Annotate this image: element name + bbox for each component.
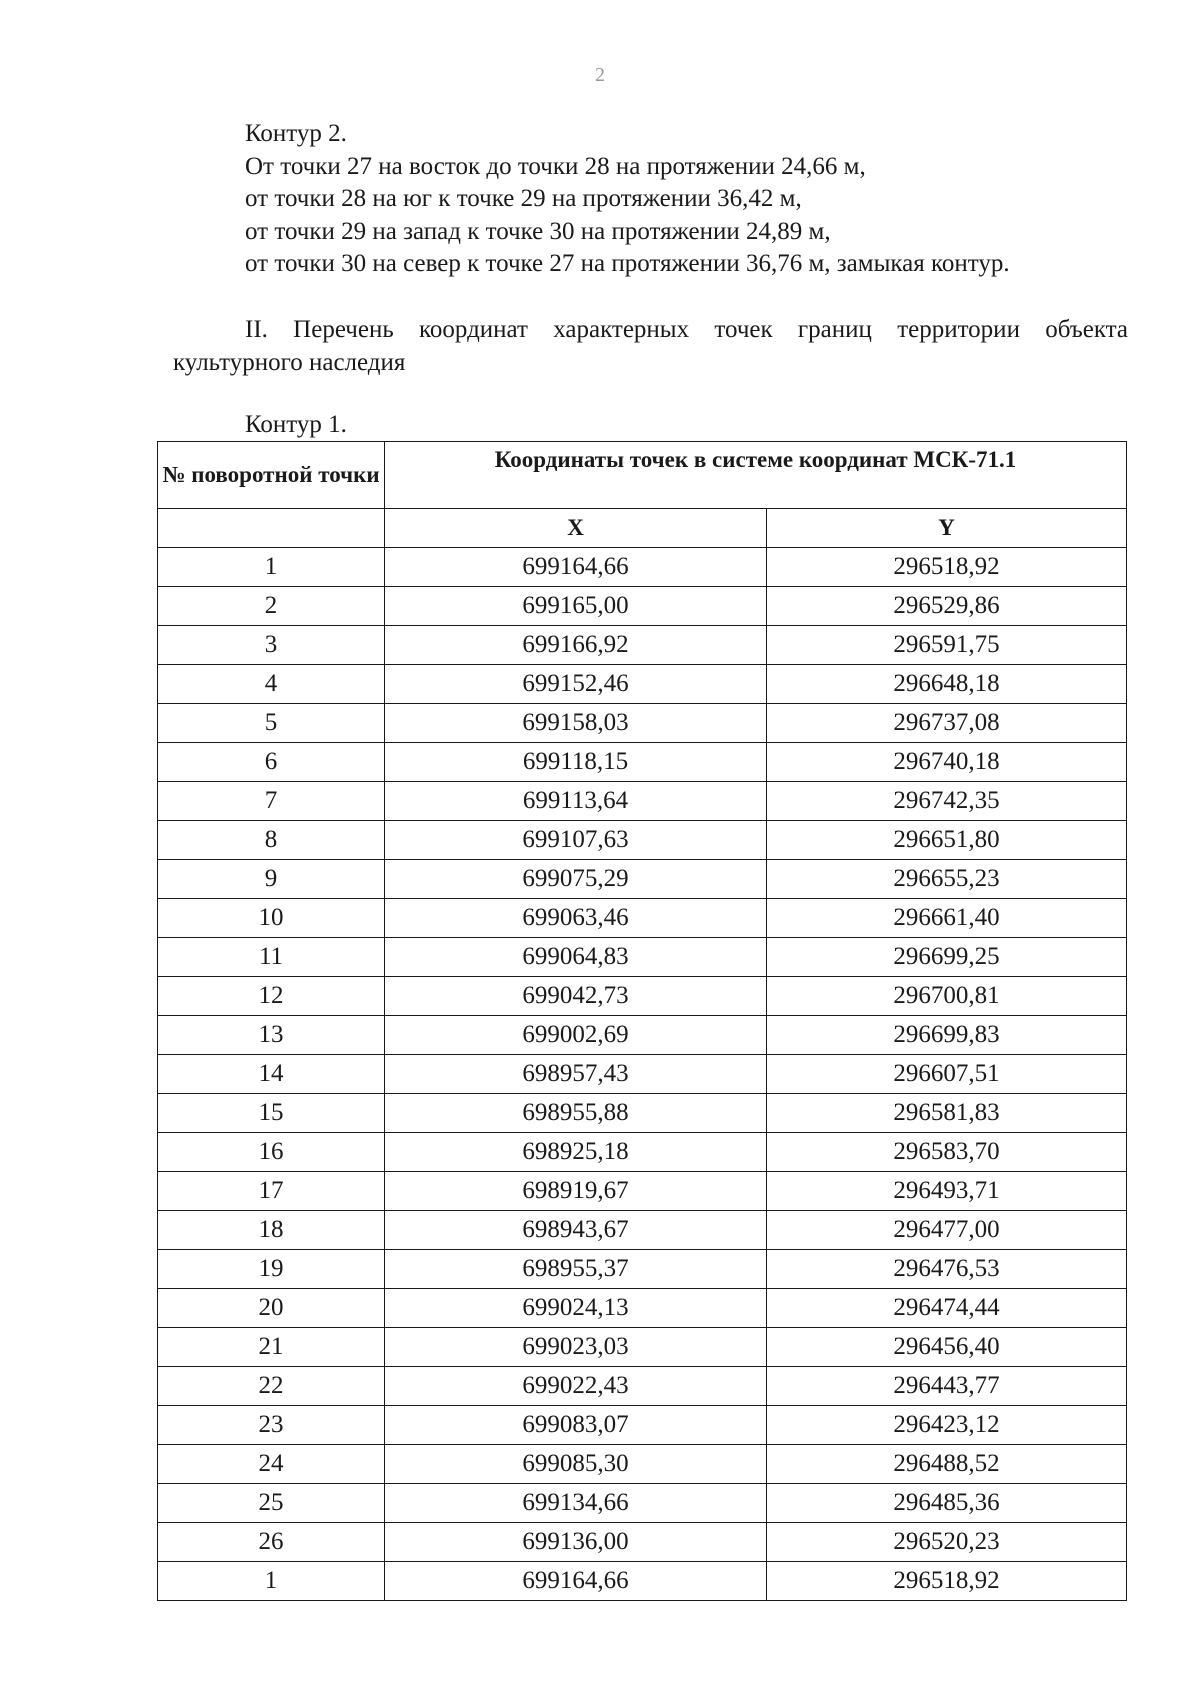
table-row [158,860,1127,899]
x-coordinate-cell: 699118,15 [385,743,767,782]
header-coordinates: Координаты точек в системе координат МСК-71.1 [385,442,1127,509]
point-number-cell: 2 [158,587,385,626]
y-coordinate-cell: 296737,08 [767,704,1127,743]
y-coordinate-cell: 296699,25 [767,938,1127,977]
y-coordinate-cell: 296699,83 [767,1016,1127,1055]
table-row [158,899,1127,938]
point-number-cell: 19 [158,1250,385,1289]
table-row [158,782,1127,821]
y-coordinate-cell: 296443,77 [767,1367,1127,1406]
point-number-cell: 7 [158,782,385,821]
contour2-line: от точки 30 на север к точке 27 на протяжении 36,76 м, замыкая контур. [245,250,1010,277]
x-coordinate-cell: 699022,43 [385,1367,767,1406]
contour1-caption: Контур 1. [245,411,347,438]
point-number-cell: 24 [158,1445,385,1484]
point-number-cell: 1 [158,1562,385,1601]
point-number-cell: 5 [158,704,385,743]
table-row [158,1094,1127,1133]
header-empty-cell [158,509,385,548]
coordinates-table [157,441,1127,1601]
point-number-cell: 11 [158,938,385,977]
y-coordinate-cell: 296474,44 [767,1289,1127,1328]
section-heading-line1: II. Перечень координат характерных точек границ территории объекта [245,316,1128,343]
point-number-cell: 21 [158,1328,385,1367]
table-row [158,1523,1127,1562]
table-row [158,1133,1127,1172]
x-coordinate-cell: 698955,37 [385,1250,767,1289]
point-number-cell: 17 [158,1172,385,1211]
point-number-cell: 25 [158,1484,385,1523]
y-coordinate-cell: 296651,80 [767,821,1127,860]
point-number-cell: 12 [158,977,385,1016]
contour2-line: От точки 27 на восток до точки 28 на протяжении 24,66 м, [245,152,866,180]
table-row [158,626,1127,665]
y-coordinate-cell: 296477,00 [767,1211,1127,1250]
x-coordinate-cell: 699136,00 [385,1523,767,1562]
x-coordinate-cell: 698955,88 [385,1094,767,1133]
table-row [158,1055,1127,1094]
x-coordinate-cell: 699164,66 [385,548,767,587]
x-coordinate-cell: 699064,83 [385,938,767,977]
header-y: Y [767,509,1127,548]
x-coordinate-cell: 698925,18 [385,1133,767,1172]
table-row [158,665,1127,704]
table-row [158,704,1127,743]
y-coordinate-cell: 296661,40 [767,899,1127,938]
x-coordinate-cell: 699024,13 [385,1289,767,1328]
y-coordinate-cell: 296423,12 [767,1406,1127,1445]
x-coordinate-cell: 699152,46 [385,665,767,704]
y-coordinate-cell: 296518,92 [767,1562,1127,1601]
y-coordinate-cell: 296583,70 [767,1133,1127,1172]
table-row [158,1367,1127,1406]
x-coordinate-cell: 699002,69 [385,1016,767,1055]
x-coordinate-cell: 699083,07 [385,1406,767,1445]
contour2-line: от точки 28 на юг к точке 29 на протяжении 36,42 м, [245,185,802,212]
contour2-description [245,118,1145,281]
x-coordinate-cell: 699075,29 [385,860,767,899]
x-coordinate-cell: 699042,73 [385,977,767,1016]
table-row [158,1250,1127,1289]
point-number-cell: 6 [158,743,385,782]
page-number: 2 [595,64,605,86]
point-number-cell: 26 [158,1523,385,1562]
x-coordinate-cell: 699023,03 [385,1328,767,1367]
y-coordinate-cell: 296648,18 [767,665,1127,704]
table-row [158,977,1127,1016]
point-number-cell: 8 [158,821,385,860]
coordinates-body [158,548,1127,1601]
point-number-cell: 4 [158,665,385,704]
y-coordinate-cell: 296476,53 [767,1250,1127,1289]
y-coordinate-cell: 296518,92 [767,548,1127,587]
point-number-cell: 22 [158,1367,385,1406]
table-row [158,938,1127,977]
point-number-cell: 13 [158,1016,385,1055]
table-row [158,1289,1127,1328]
point-number-cell: 10 [158,899,385,938]
y-coordinate-cell: 296607,51 [767,1055,1127,1094]
table-row [158,587,1127,626]
y-coordinate-cell: 296742,35 [767,782,1127,821]
point-number-cell: 1 [158,548,385,587]
section-heading [173,313,1128,379]
x-coordinate-cell: 699164,66 [385,1562,767,1601]
x-coordinate-cell: 699085,30 [385,1445,767,1484]
y-coordinate-cell: 296655,23 [767,860,1127,899]
y-coordinate-cell: 296740,18 [767,743,1127,782]
table-row [158,821,1127,860]
table-row [158,743,1127,782]
point-number-cell: 15 [158,1094,385,1133]
table-row [158,1016,1127,1055]
table-row [158,1562,1127,1601]
x-coordinate-cell: 698957,43 [385,1055,767,1094]
x-coordinate-cell: 699107,63 [385,821,767,860]
point-number-cell: 18 [158,1211,385,1250]
header-point-number: № поворотной точки [158,442,385,509]
table-row [158,1484,1127,1523]
table-row [158,1406,1127,1445]
table-row [158,1211,1127,1250]
x-coordinate-cell: 699165,00 [385,587,767,626]
y-coordinate-cell: 296456,40 [767,1328,1127,1367]
section-heading-line2: культурного наследия [173,349,406,376]
x-coordinate-cell: 698919,67 [385,1172,767,1211]
contour2-line: от точки 29 на запад к точке 30 на протяжении 24,89 м, [245,217,831,245]
point-number-cell: 14 [158,1055,385,1094]
x-coordinate-cell: 698943,67 [385,1211,767,1250]
contour2-title: Контур 2. [245,120,347,147]
table-row [158,548,1127,587]
x-coordinate-cell: 699063,46 [385,899,767,938]
point-number-cell: 16 [158,1133,385,1172]
y-coordinate-cell: 296700,81 [767,977,1127,1016]
x-coordinate-cell: 699166,92 [385,626,767,665]
point-number-cell: 9 [158,860,385,899]
y-coordinate-cell: 296520,23 [767,1523,1127,1562]
point-number-cell: 20 [158,1289,385,1328]
x-coordinate-cell: 699134,66 [385,1484,767,1523]
y-coordinate-cell: 296581,83 [767,1094,1127,1133]
table-row [158,1328,1127,1367]
table-row [158,1445,1127,1484]
x-coordinate-cell: 699113,64 [385,782,767,821]
y-coordinate-cell: 296493,71 [767,1172,1127,1211]
y-coordinate-cell: 296488,52 [767,1445,1127,1484]
y-coordinate-cell: 296591,75 [767,626,1127,665]
point-number-cell: 3 [158,626,385,665]
y-coordinate-cell: 296529,86 [767,587,1127,626]
header-x: X [385,509,767,548]
point-number-cell: 23 [158,1406,385,1445]
x-coordinate-cell: 699158,03 [385,704,767,743]
table-row [158,1172,1127,1211]
y-coordinate-cell: 296485,36 [767,1484,1127,1523]
